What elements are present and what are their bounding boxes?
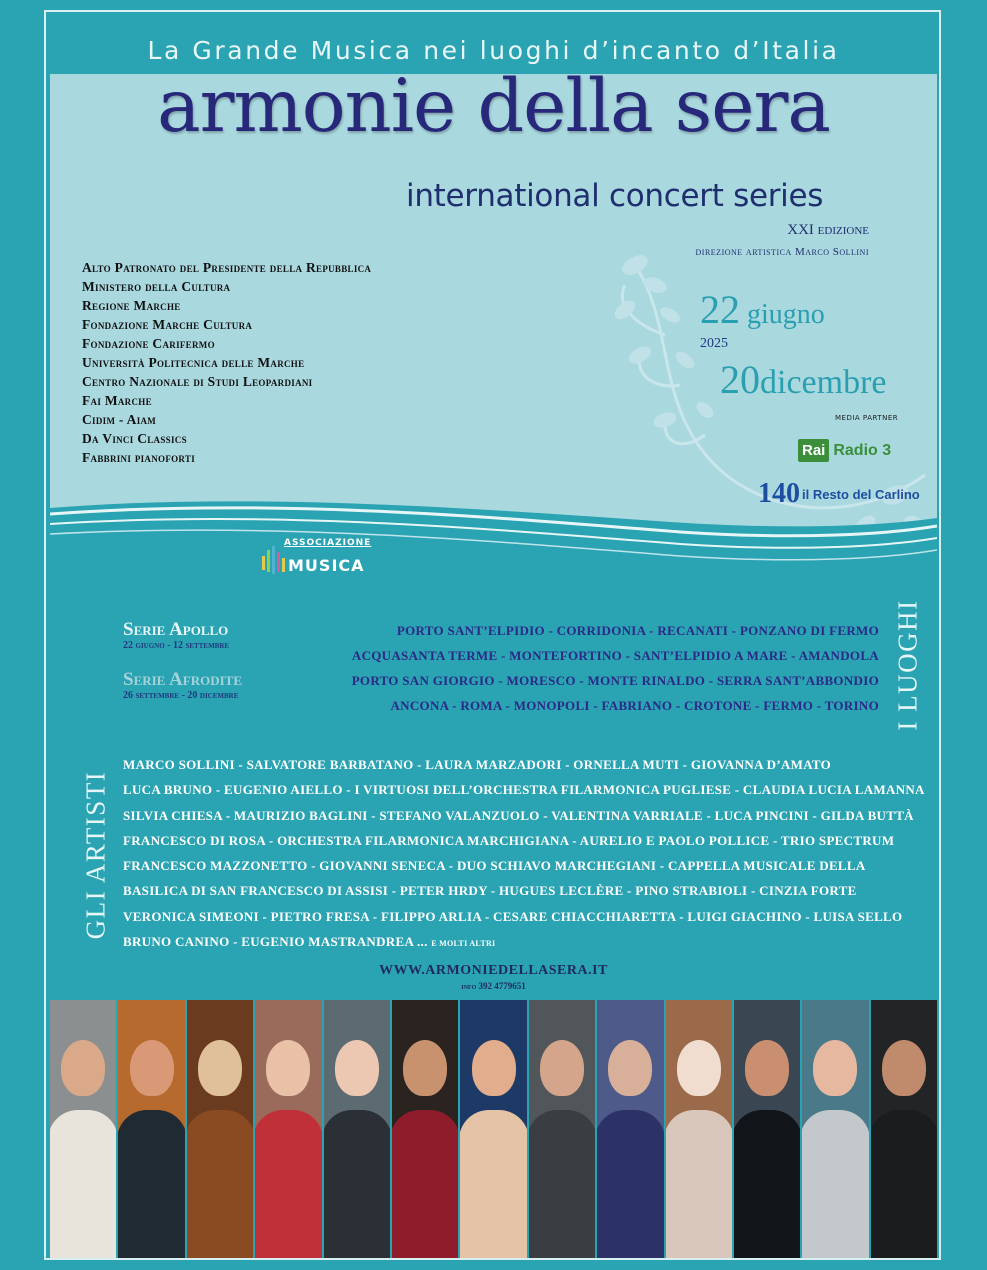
serie-apollo (123, 620, 229, 652)
assoc-line1: ASSOCIAZIONE (284, 538, 372, 548)
end-month: dicembre (760, 364, 887, 401)
and-many-others: E MOLTI ALTRI (431, 939, 496, 949)
assoc-line2: MUSICA (288, 556, 365, 575)
artist-photo (255, 1000, 321, 1258)
venues-heading (888, 590, 928, 740)
artist-line: BASILICA DI SAN FRANCESCO DI ASSISI - PETER HRDY - HUGUES LECLÈRE - PINO STRABIOLI - CINZIA FORTE (123, 883, 857, 899)
associazione-musica-logo (262, 538, 402, 580)
artist-photo (118, 1000, 184, 1258)
patron-item: Regione Marche (82, 298, 181, 313)
artist-photo (734, 1000, 800, 1258)
artist-line: SILVIA CHIESA - MAURIZIO BAGLINI - STEFANO VALANZUOLO - VALENTINA VARRIALE - LUCA PINCINI - GILDA BUTTÀ (123, 807, 914, 823)
artist-photo (324, 1000, 390, 1258)
artist-photo (529, 1000, 595, 1258)
festival-title: armonie della sera (157, 64, 830, 149)
artist-line: MARCO SOLLINI - SALVATORE BARBATANO - LAURA MARZADORI - ORNELLA MUTI - GIOVANNA D’AMATO (123, 757, 832, 772)
artist-photo (50, 1000, 116, 1258)
artist-photo (871, 1000, 937, 1258)
venue-line: PORTO SANT’ELPIDIO - CORRIDONIA - RECANATI - PONZANO DI FERMO (396, 623, 879, 638)
artist-line-last (123, 929, 925, 956)
artist-line: LUCA BRUNO - EUGENIO AIELLO - I VIRTUOSI DELL’ORCHESTRA FILARMONICA PUGLIESE - CLAUDIA LUCIA LAMANNA (123, 782, 925, 798)
patron-item: Cidim - Aiam (82, 412, 157, 427)
start-day: 22 (700, 287, 740, 332)
carlino-name: il Resto del Carlino (802, 486, 920, 502)
rai-logo-box: Rai (798, 439, 829, 462)
edition-label: XXI edizione (787, 222, 869, 238)
carlino-number: 140 (758, 478, 800, 509)
end-date (720, 356, 887, 403)
artists-heading (76, 755, 116, 955)
patron-item: Fondazione Carifermo (82, 336, 215, 351)
info-phone: info 392 4779651 (461, 981, 526, 991)
start-date (700, 286, 825, 333)
artistic-direction: direzione artistica Marco Sollini (695, 246, 869, 258)
venues-heading-text: I LUOGHI (892, 599, 923, 731)
festival-subtitle: international concert series (406, 178, 824, 214)
venues-list (352, 618, 879, 718)
artist-photo (392, 1000, 458, 1258)
patron-item: Ministero della Cultura (82, 279, 231, 294)
serie-dates: 26 settembre - 20 dicembre (123, 690, 239, 701)
wave-divider (50, 490, 937, 570)
start-month: giugno (747, 299, 825, 330)
year: 2025 (700, 336, 728, 351)
patron-item: Da Vinci Classics (82, 431, 187, 446)
venue-line: ANCONA - ROMA - MONOPOLI - FABRIANO - CROTONE - FERMO - TORINO (390, 698, 879, 713)
serie-dates: 22 giugno - 12 settembre (123, 640, 230, 651)
rai-logo-text: Radio 3 (833, 441, 892, 459)
media-partner-label: MEDIA PARTNER (835, 414, 899, 422)
artist-line: VERONICA SIMEONI - PIETRO FRESA - FILIPPO ARLIA - CESARE CHIACCHIARETTA - LUIGI GIACHINO - LUISA SELLO (123, 908, 903, 924)
tagline: La Grande Musica nei luoghi d’incanto d’Italia (147, 36, 840, 65)
artist-photo-strip (50, 1000, 937, 1258)
serie-name: Serie Apollo (123, 619, 229, 640)
patron-item: Fondazione Marche Cultura (82, 317, 253, 332)
patrons-list (82, 258, 371, 467)
patron-item: Università Politecnica delle Marche (82, 355, 305, 370)
artist-photo (597, 1000, 663, 1258)
patron-item: Fabbrini pianoforti (82, 450, 196, 465)
artist-photo (802, 1000, 868, 1258)
artists-list (123, 752, 925, 956)
venue-line: ACQUASANTA TERME - MONTEFORTINO - SANT’ELPIDIO A MARE - AMANDOLA (351, 648, 879, 663)
patron-item: Centro Nazionale di Studi Leopardiani (82, 374, 313, 389)
artists-heading-text: GLI ARTISTI (80, 770, 111, 940)
artist-line-text: BRUNO CANINO - EUGENIO MASTRANDREA ... (123, 934, 428, 950)
artist-line: FRANCESCO MAZZONETTO - GIOVANNI SENECA - DUO SCHIAVO MARCHEGIANI - CAPPELLA MUSICALE DELLA (123, 858, 866, 874)
artist-photo (666, 1000, 732, 1258)
patron-item: Alto Patronato del Presidente della Repubblica (82, 260, 372, 275)
artist-photo (460, 1000, 526, 1258)
artist-line: FRANCESCO DI ROSA - ORCHESTRA FILARMONICA MARCHIGIANA - AURELIO E PAOLO POLLICE - TRIO SPECTRUM (123, 832, 895, 848)
rai-radio3-logo (798, 437, 891, 464)
venue-line: PORTO SAN GIORGIO - MORESCO - MONTE RINALDO - SERRA SANT’ABBONDIO (351, 673, 879, 688)
serie-afrodite (123, 670, 242, 702)
patron-item: Fai Marche (82, 393, 152, 408)
serie-name: Serie Afrodite (123, 669, 243, 690)
artist-photo (187, 1000, 253, 1258)
end-day: 20 (720, 357, 760, 402)
website-link[interactable]: WWW.ARMONIEDELLASERA.IT (379, 963, 608, 978)
